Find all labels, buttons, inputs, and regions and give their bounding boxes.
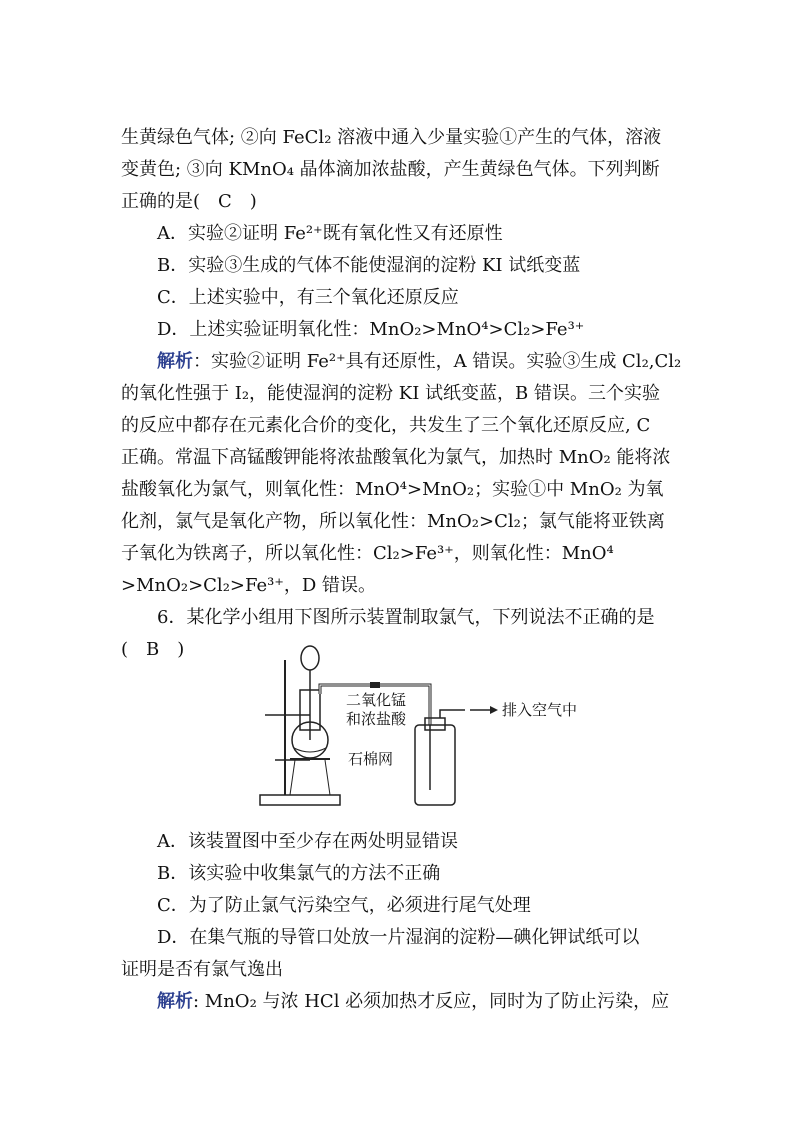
q5-analysis-line-7: 子氧化为铁离子，所以氧化性：Cl₂>Fe³⁺，则氧化性：MnO⁴ xyxy=(121,543,614,564)
liquid-surface xyxy=(294,748,326,752)
q6-analysis-line-1 xyxy=(157,986,717,1018)
q5-analysis-line-6: 化剂，氯气是氧化产物，所以氧化性：MnO₂>Cl₂；氯气能将亚铁离 xyxy=(121,511,665,532)
q5-option-d: D．上述实验证明氧化性：MnO₂>MnO⁴>Cl₂>Fe³⁺ xyxy=(157,319,585,340)
q6-option-b: B．该实验中收集氯气的方法不正确 xyxy=(157,863,441,884)
q5-stem-line-3: 正确的是( C ) xyxy=(121,191,257,212)
q6-option-a: A．该装置图中至少存在两处明显错误 xyxy=(157,831,458,852)
label-exhaust: 排入空气中 xyxy=(502,701,578,719)
q5-analysis-line-5: 盐酸氧化为氯气，则氧化性：MnO⁴>MnO₂；实验①中 MnO₂ 为氧 xyxy=(121,479,664,500)
stand-base xyxy=(260,795,340,805)
tripod-leg xyxy=(325,760,330,795)
q6-stem-line-1: 6．某化学小组用下图所示装置制取氯气，下列说法不正确的是 xyxy=(157,607,655,628)
label-reagent-2: 和浓盐酸 xyxy=(346,710,407,728)
q5-option-b: B．实验③生成的气体不能使湿润的淀粉 KI 试纸变蓝 xyxy=(157,255,581,276)
arrow-head-icon xyxy=(490,706,498,714)
q6-option-d: D．在集气瓶的导管口处放一片湿润的淀粉—碘化钾试纸可以 xyxy=(157,927,640,948)
analysis-text: ：实验②证明 Fe²⁺具有还原性，A 错误。实验③生成 Cl₂,Cl₂ xyxy=(193,351,682,372)
q6-stem-line-2: ( B ) xyxy=(121,639,185,660)
q5-analysis-line-8: >MnO₂>Cl₂>Fe³⁺，D 错误。 xyxy=(121,575,377,596)
tube-connector xyxy=(370,682,380,688)
analysis-label: 解析 xyxy=(157,991,193,1012)
funnel-bulb xyxy=(301,646,319,670)
bottle-stopper xyxy=(425,718,445,730)
analysis-label: 解析 xyxy=(157,351,193,372)
q5-analysis-line-4: 正确。常温下高锰酸钾能将浓盐酸氧化为氯气，加热时 MnO₂ 能将浓 xyxy=(121,447,671,468)
q5-stem-line-2: 变黄色; ③向 KMnO₄ 晶体滴加浓盐酸，产生黄绿色气体。下列判断 xyxy=(121,159,660,180)
tripod-leg xyxy=(290,760,295,795)
q5-option-c: C．上述实验中，有三个氧化还原反应 xyxy=(157,287,459,308)
q6-option-d-cont: 证明是否有氯气逸出 xyxy=(121,959,283,980)
q6-option-c: C．为了防止氯气污染空气，必须进行尾气处理 xyxy=(157,895,531,916)
q5-analysis-line-2: 的氧化性强于 I₂，能使湿润的淀粉 KI 试纸变蓝，B 错误。三个实验 xyxy=(121,383,660,404)
gas-bottle xyxy=(415,725,455,805)
label-gauze: 石棉网 xyxy=(348,750,394,768)
analysis-text: : MnO₂ 与浓 HCl 必须加热才反应，同时为了防止污染，应 xyxy=(193,991,670,1012)
label-reagent-1: 二氧化锰 xyxy=(346,691,407,709)
chlorine-apparatus-diagram xyxy=(250,640,600,810)
q5-stem-line-1: 生黄绿色气体; ②向 FeCl₂ 溶液中通入少量实验①产生的气体，溶液 xyxy=(121,127,662,148)
q5-option-a: A．实验②证明 Fe²⁺既有氧化性又有还原性 xyxy=(157,223,503,244)
q5-analysis-line-1 xyxy=(157,346,717,378)
q5-analysis-line-3: 的反应中都存在元素化合价的变化，共发生了三个氧化还原反应, C xyxy=(121,415,651,436)
outlet-tube xyxy=(440,710,465,718)
